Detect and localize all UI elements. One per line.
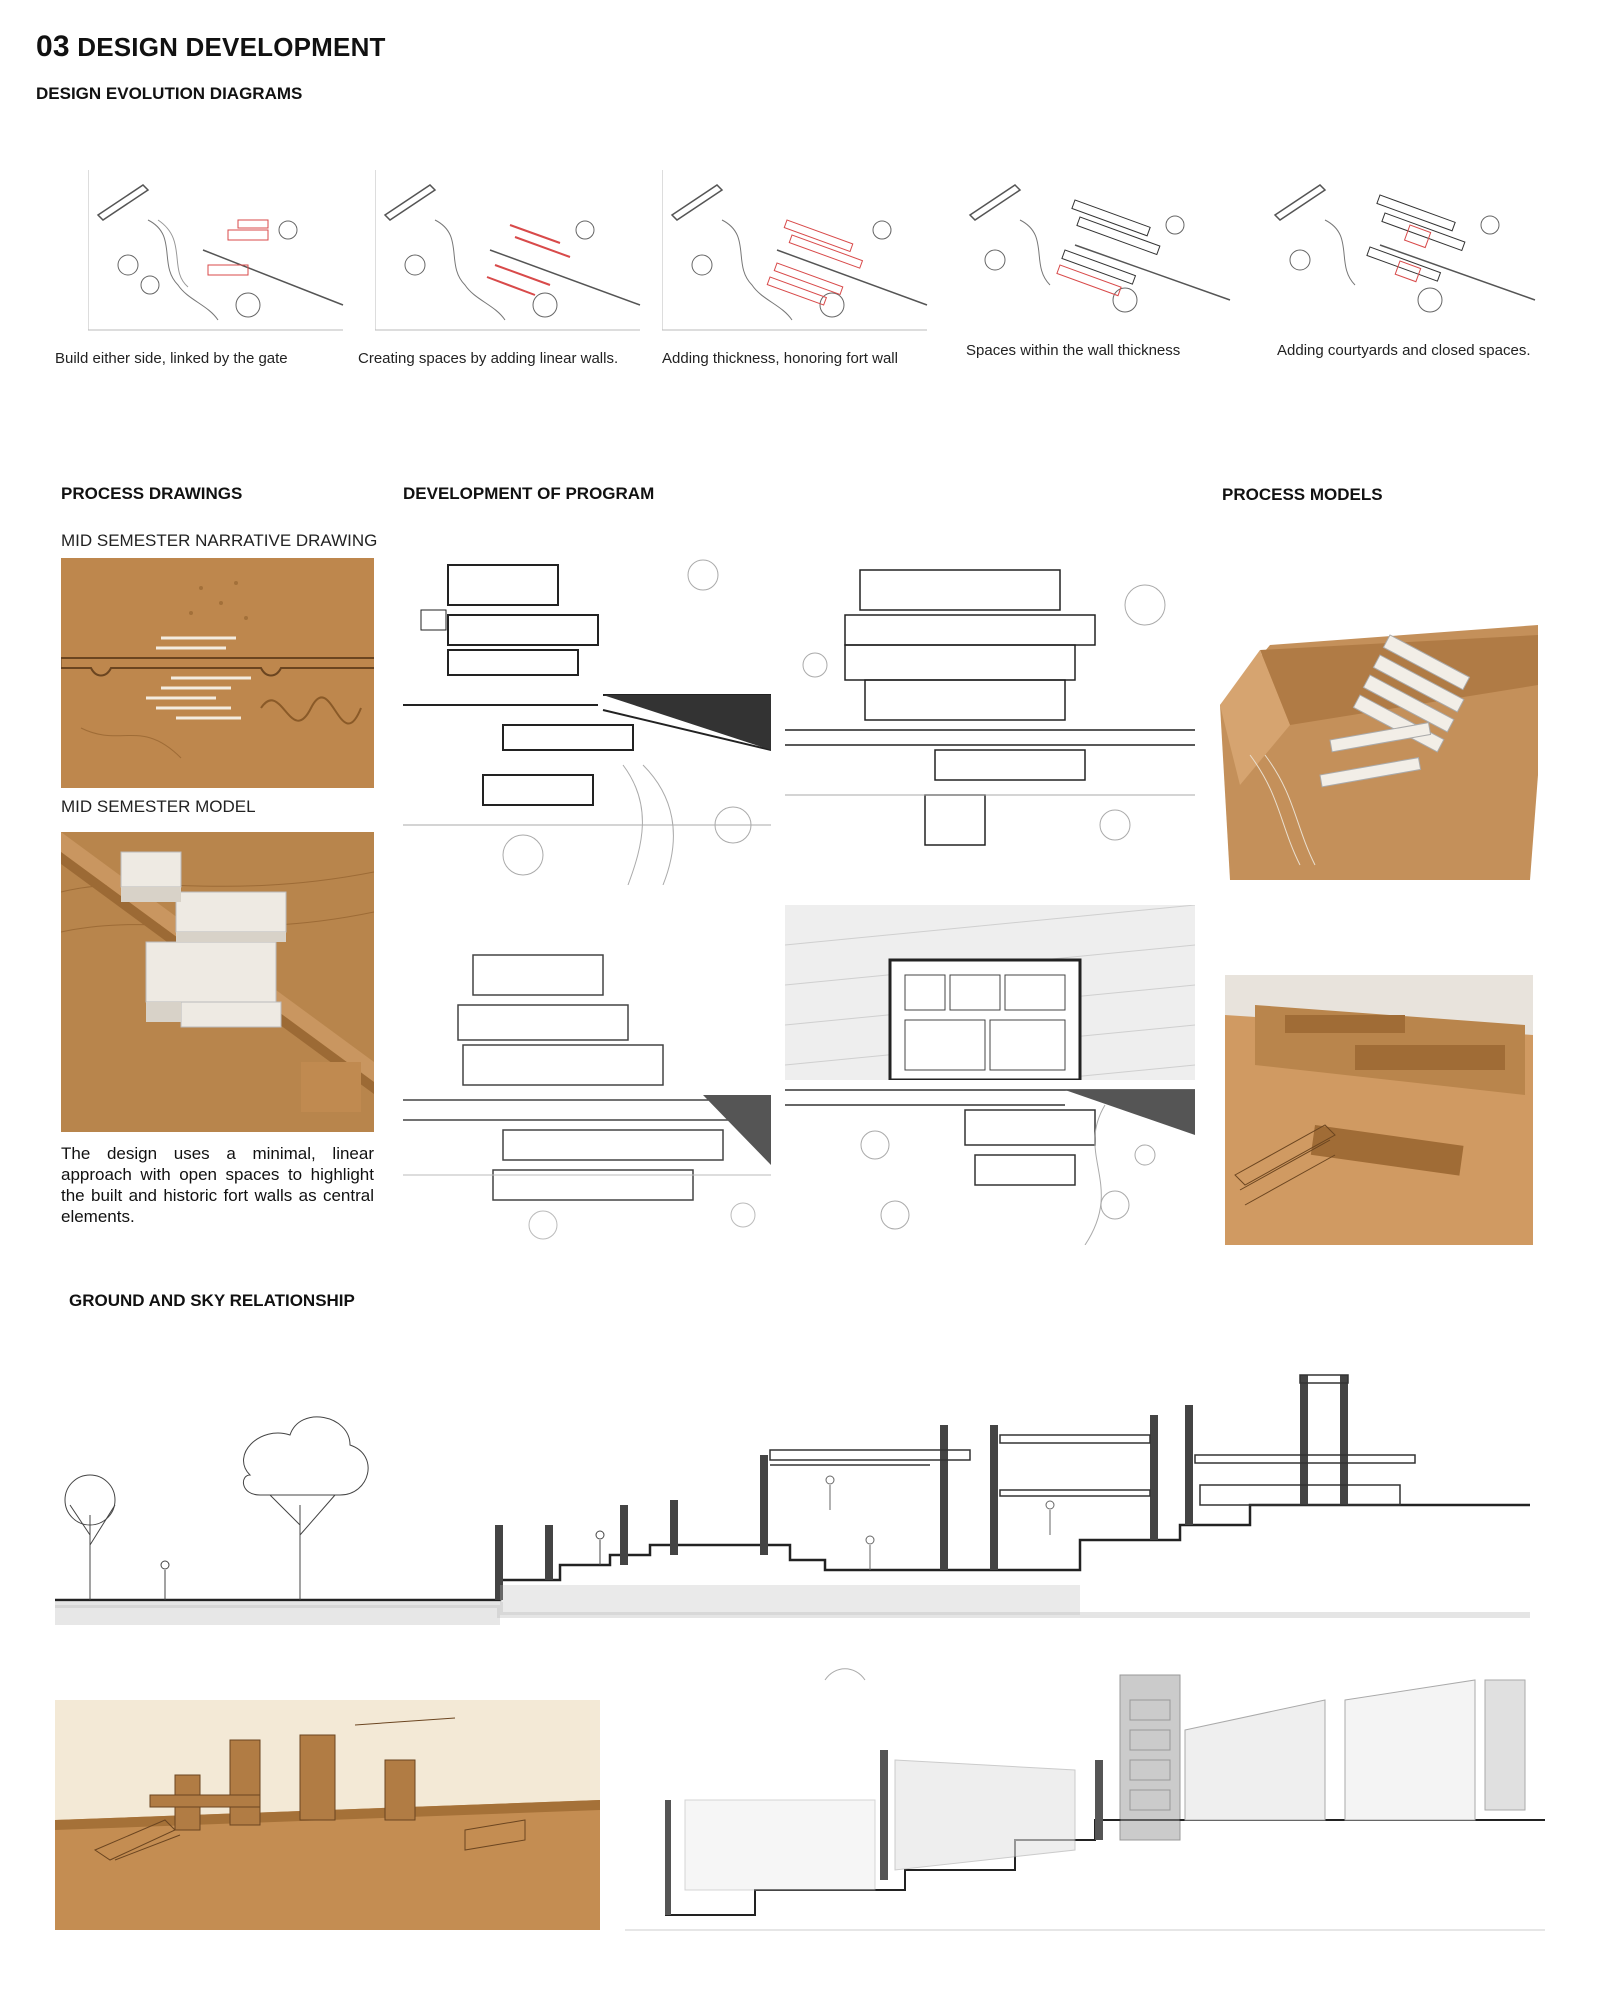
design-description: The design uses a minimal, linear approach with open spaces to highlight the built and historic fort walls as central elements. <box>61 1144 374 1226</box>
evolution-caption-1: Build either side, linked by the gate <box>55 350 288 367</box>
process-model-1 <box>1220 625 1538 880</box>
section-title: DESIGN DEVELOPMENT <box>77 32 386 62</box>
program-plan-2 <box>785 545 1195 885</box>
program-heading: DEVELOPMENT OF PROGRAM <box>403 484 655 503</box>
page-title <box>36 30 386 64</box>
program-plan-4 <box>785 905 1195 1245</box>
process-model-2 <box>1225 975 1533 1245</box>
evolution-diagram-1 <box>88 165 348 335</box>
evolution-caption-2: Creating spaces by adding linear walls. <box>358 350 619 367</box>
mid-semester-model-image <box>61 832 374 1132</box>
process-models-heading: PROCESS MODELS <box>1222 485 1383 504</box>
process-drawings-heading: PROCESS DRAWINGS <box>61 484 243 503</box>
evolution-diagram-2 <box>375 165 645 335</box>
evolution-caption-4: Spaces within the wall thickness <box>966 342 1181 359</box>
mid-semester-model-label: MID SEMESTER MODEL <box>61 797 256 816</box>
ground-sky-heading: GROUND AND SKY RELATIONSHIP <box>69 1291 355 1310</box>
evolution-heading: DESIGN EVOLUTION DIAGRAMS <box>36 84 303 103</box>
program-plan-1 <box>403 535 771 885</box>
evolution-diagram-5 <box>1270 165 1540 325</box>
section-number: 03 <box>36 30 70 63</box>
ground-sky-section <box>50 1365 1530 1635</box>
evolution-diagram-4 <box>965 165 1235 325</box>
perspective-section-drawing <box>625 1660 1545 1940</box>
section-model-photo <box>55 1700 600 1930</box>
narrative-drawing-image <box>61 558 374 788</box>
evolution-diagram-3 <box>662 165 932 335</box>
evolution-caption-3: Adding thickness, honoring fort wall <box>662 350 898 367</box>
narrative-drawing-label: MID SEMESTER NARRATIVE DRAWING <box>61 531 378 550</box>
program-plan-3 <box>403 935 771 1245</box>
evolution-caption-5: Adding courtyards and closed spaces. <box>1277 342 1531 359</box>
